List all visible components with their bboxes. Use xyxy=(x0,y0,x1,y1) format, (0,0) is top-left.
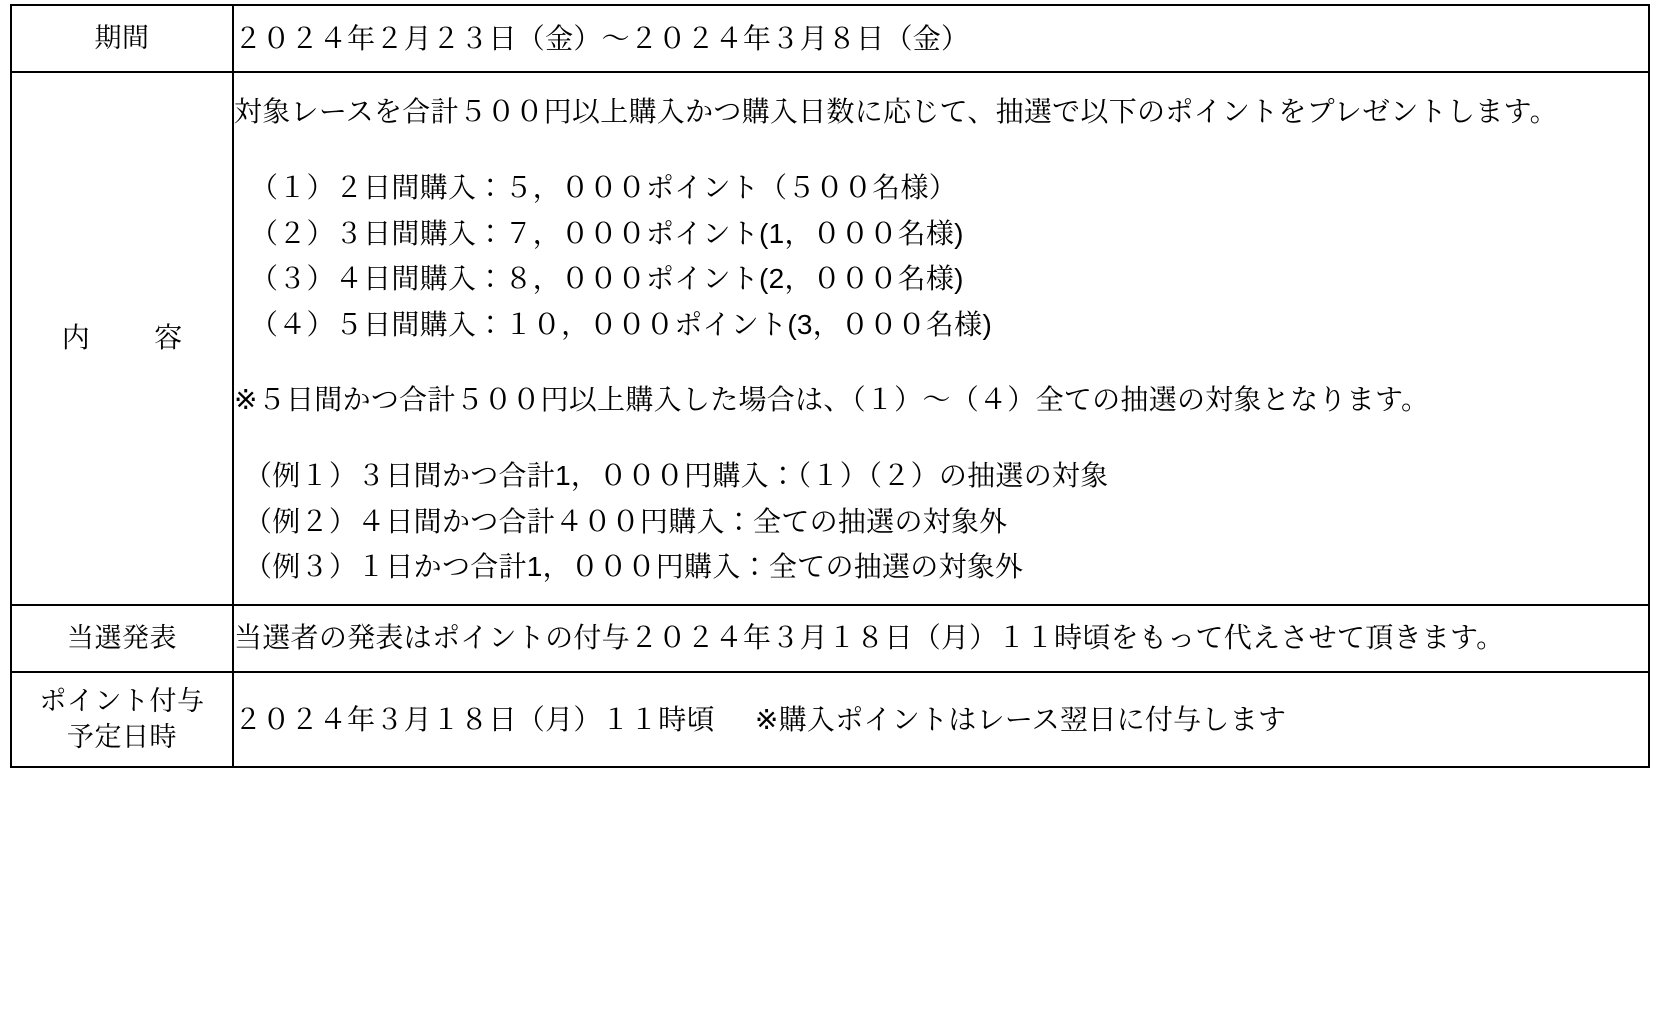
content-note: ※５日間かつ合計５００円以上購入した場合は、（１）～（４）全ての抽選の対象となります。 xyxy=(234,384,1430,416)
point-grant-note: ※購入ポイントはレース翌日に付与します xyxy=(754,703,1287,735)
row-value-point-grant xyxy=(233,672,1649,767)
row-label-point-grant-line1: ポイント付与 xyxy=(39,685,205,716)
row-label-point-grant-line2: 予定日時 xyxy=(66,722,178,753)
row-value-content xyxy=(233,72,1649,605)
row-label-period: 期間 xyxy=(11,5,233,72)
row-label-content xyxy=(11,72,233,605)
row-value-period: ２０２４年２月２３日（金）～２０２４年３月８日（金） xyxy=(233,5,1649,72)
row-label-announcement: 当選発表 xyxy=(11,605,233,672)
content-example-1: （例１）３日間かつ合計1，０００円購入：（１）（２）の抽選の対象 xyxy=(244,460,1109,492)
row-value-announcement: 当選者の発表はポイントの付与２０２４年３月１８日（月）１１時頃をもって代えさせて頂きます。 xyxy=(233,605,1649,672)
point-grant-datetime: ２０２４年３月１８日（月）１１時頃 xyxy=(234,703,715,735)
content-item-1: （１）２日間購入：５，０００ポイント（５００名様） xyxy=(250,171,958,203)
content-item-2: （２）３日間購入：７，０００ポイント(1，０００名様) xyxy=(250,217,964,249)
content-spacer-2 xyxy=(234,347,1648,377)
content-example-3: （例３）１日かつ合計1，０００円購入：全ての抽選の対象外 xyxy=(244,551,1024,583)
table-row-period xyxy=(11,5,1649,72)
content-intro: 対象レースを合計５００円以上購入かつ購入日数に応じて、抽選で以下のポイントをプレゼントします。 xyxy=(234,96,1558,128)
table-row-point-grant xyxy=(11,672,1649,767)
content-item-3: （３）４日間購入：８，０００ポイント(2，０００名様) xyxy=(250,263,964,295)
content-example-2: （例２）４日間かつ合計４００円購入：全ての抽選の対象外 xyxy=(244,505,1008,537)
campaign-details-table xyxy=(10,4,1650,768)
table-row-content xyxy=(11,72,1649,605)
content-spacer-3 xyxy=(234,423,1648,453)
content-spacer-1 xyxy=(234,135,1648,165)
content-item-4: （４）５日間購入：１０，０００ポイント(3，０００名様) xyxy=(250,308,993,340)
row-label-point-grant xyxy=(11,672,233,767)
row-label-content-text: 内 容 xyxy=(61,322,201,354)
table-row-announcement xyxy=(11,605,1649,672)
